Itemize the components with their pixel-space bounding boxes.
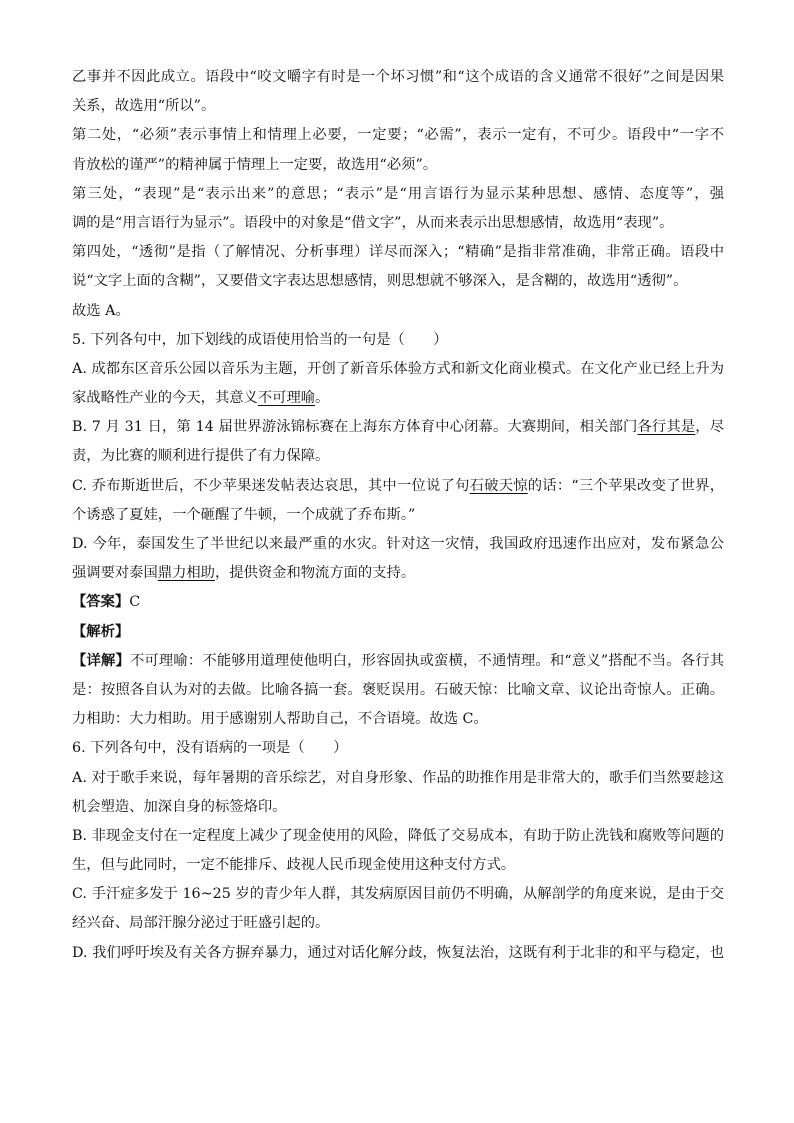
analysis-label xyxy=(72,618,724,647)
option-b-line: 生，但与此同时，一定不能排斥、歧视人民币现金使用这种支付方式。 xyxy=(72,857,516,874)
text-segment: B. 7 月 31 日，第 14 届世界游泳锦标赛在上海东方体育中心闭幕。大赛期间，相关部门 xyxy=(72,419,638,436)
paragraph-line: 调的是“用言语行为显示”。语段中的对象是“借文字”，从而来表示出思想感情，故选用“表现”。 xyxy=(72,214,674,231)
text-segment: ，提供资金和物流方面的支持。 xyxy=(214,565,416,582)
question-5-stem: 5. 下列各句中，加下划线的成语使用恰当的一句是（ ） xyxy=(72,331,448,348)
answer-value: C xyxy=(129,594,141,611)
text-segment: 的话：“三个苹果改变了世界， xyxy=(527,477,724,494)
option-c-line xyxy=(72,472,724,501)
document-page xyxy=(72,63,724,968)
option-d-line xyxy=(72,559,724,588)
underlined-idiom: 不可理喻 xyxy=(257,390,316,407)
question-6-stem: 6. 下列各句中，没有语病的一项是（ ） xyxy=(72,740,348,757)
answer-label: 【答案】 xyxy=(72,594,130,611)
paragraph-line: 乙事并不因此成立。语段中“咬文嚼字有时是一个坏习惯”和“这个成语的含义通常不很好”之间是因果 xyxy=(72,69,724,85)
text-segment: 家战略性产业的今天，其意义 xyxy=(72,390,258,407)
paragraph-line: 关系，故选用“所以”。 xyxy=(72,98,216,115)
explanation-line xyxy=(72,647,724,676)
underlined-idiom: 石破天惊 xyxy=(469,477,528,494)
option-a-line: A. 对于歌手来说，每年暑期的音乐综艺，对自身形象、作品的助推作用是非常大的，歌手们当然要趁这 xyxy=(72,769,724,786)
analysis-heading: 【解析】 xyxy=(72,623,130,640)
option-c-line: 经兴奋、局部汗腺分泌过于旺盛引起的。 xyxy=(72,915,330,932)
answer-conclusion: 故选 A。 xyxy=(72,302,130,319)
text-segment: C. 乔布斯逝世后，不少苹果迷发帖表达哀思，其中一位说了句 xyxy=(72,477,470,494)
underlined-idiom: 各行其是 xyxy=(637,419,696,436)
paragraph-line: 第三处，“表现”是“表示出来”的意思；“表示”是“用言语行为显示某种思想、感情、态度等”，强 xyxy=(72,185,724,202)
option-d-line: D. 我们呼吁埃及有关各方摒弃暴力，通过对话化解分歧，恢复法治，这既有利于北非的和平与稳定，也 xyxy=(72,944,724,961)
option-c-line: 个诱惑了夏娃，一个砸醒了牛顿，一个成就了乔布斯。” xyxy=(72,506,416,523)
paragraph-line: 说“文字上面的含糊”，又要借文字表达思想感情，则思想就不够深入，是含糊的，故选用“透彻”。 xyxy=(72,273,688,290)
option-a-line: 机会塑造、加深自身的标签烙印。 xyxy=(72,798,287,815)
answer-line xyxy=(72,588,724,617)
text-segment: 。 xyxy=(315,390,330,407)
explanation-label: 【详解】 xyxy=(72,652,130,669)
option-d-line: D. 今年，泰国发生了半世纪以来最严重的水灾。针对这一灾情，我国政府迅速作出应对，发布紧急公 xyxy=(72,536,724,552)
option-b-line xyxy=(72,413,724,442)
text-segment: 不可理喻：不能够用道理使他明白，形容固执或蛮横，不通情理。和“意义”搭配不当。各行其 xyxy=(129,652,724,669)
explanation-line: 力相助：大力相助。用于感谢别人帮助自己，不合语境。故选 C。 xyxy=(72,711,488,728)
underlined-idiom: 鼎力相助 xyxy=(157,565,215,582)
paragraph-line: 第四处，“透彻”是指（了解情况、分析事理）详尽而深入；“精确”是指非常准确，非常正确。语段中 xyxy=(72,244,724,261)
option-a-line: A. 成都东区音乐公园以音乐为主题，开创了新音乐体验方式和新文化商业模式。在文化产业已经上升为 xyxy=(72,360,724,377)
paragraph-line: 第二处，“必须”表示事情上和情理上必要，一定要；“必需”，表示一定有，不可少。语段中“一字不 xyxy=(72,127,724,144)
option-a-line xyxy=(72,384,724,413)
option-b-line: 责，为比赛的顺利进行提供了有力保障。 xyxy=(72,448,330,465)
option-b-line: B. 非现金支付在一定程度上减少了现金使用的风险，降低了交易成本，有助于防止洗钱和腐败等问题的 xyxy=(72,827,724,844)
option-c-line: C. 手汗症多发于 16~25 岁的青少年人群，其发病原因目前仍不明确，从解剖学的角度来说，是由于交 xyxy=(72,886,724,903)
paragraph-line: 肯放松的谨严”的精神属于情理上一定要，故选用“必须”。 xyxy=(72,156,438,173)
text-segment: 强调要对泰国 xyxy=(72,565,158,582)
explanation-line: 是：按照各自认为对的去做。比喻各搞一套。褒贬误用。石破天惊：比喻文章、议论出奇惊人。正确。 xyxy=(72,681,724,698)
text-segment: ，尽 xyxy=(695,419,724,436)
